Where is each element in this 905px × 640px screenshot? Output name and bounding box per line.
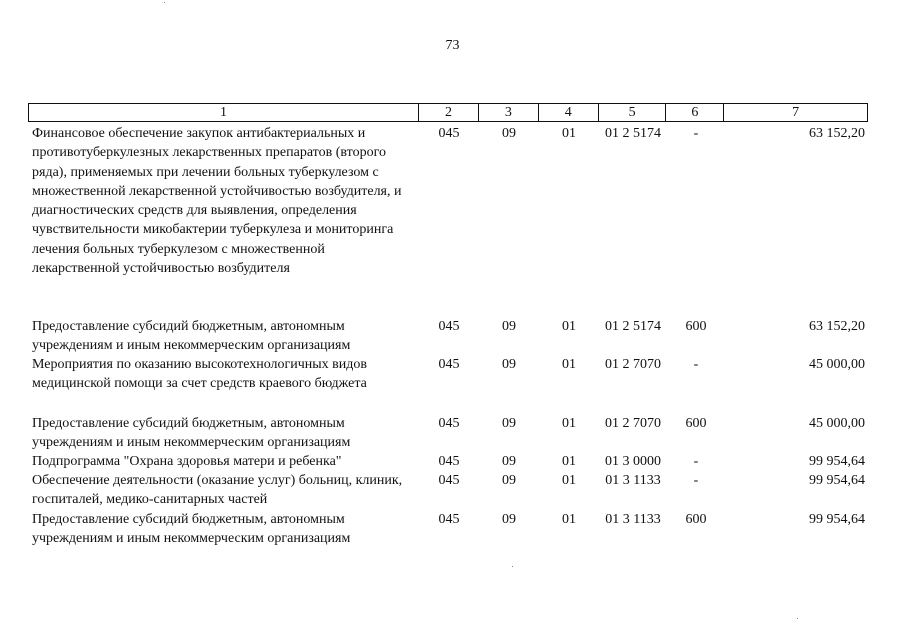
- row-col-3: 09: [502, 416, 516, 431]
- header-col-3: 3: [479, 104, 539, 121]
- row-col-4: 01: [562, 416, 576, 431]
- row-col-7: 45 000,00: [809, 416, 865, 431]
- row-col-6: -: [693, 126, 699, 141]
- table-row: [28, 414, 868, 453]
- row-col-2: 045: [438, 473, 460, 488]
- table-row: [28, 452, 868, 471]
- row-name: Предоставление субсидий бюджетным, автономным учреждениям и иным некоммерческим организациям: [32, 512, 351, 547]
- row-col-5: 01 2 7070: [605, 416, 661, 431]
- row-col-6: -: [693, 454, 699, 469]
- row-col-2: 045: [438, 454, 460, 469]
- row-col-5: 01 2 5174: [605, 319, 661, 334]
- table-row: [28, 471, 868, 510]
- row-col-5: 01 2 7070: [605, 357, 661, 372]
- table-row: [28, 317, 868, 356]
- row-col-4: 01: [562, 454, 576, 469]
- header-col-7: 7: [792, 105, 800, 120]
- row-col-2: 045: [438, 319, 460, 334]
- row-col-7: 99 954,64: [809, 512, 865, 527]
- row-col-5: 01 2 5174: [605, 126, 661, 141]
- row-name: Обеспечение деятельности (оказание услуг) больниц, клиник, госпиталей, медико-санитарных частей: [32, 473, 403, 508]
- row-col-3: 09: [502, 319, 516, 334]
- row-col-3: 09: [502, 126, 516, 141]
- row-col-4: 01: [562, 512, 576, 527]
- header-col-2: 2: [419, 104, 479, 121]
- row-col-2: 045: [438, 416, 460, 431]
- row-col-7: 99 954,64: [809, 454, 865, 469]
- row-col-4: 01: [562, 357, 576, 372]
- row-col-6: 600: [685, 416, 707, 431]
- table-row: [28, 124, 868, 278]
- header-col-5: 5: [599, 104, 667, 121]
- row-col-4: 01: [562, 319, 576, 334]
- row-col-3: 09: [502, 454, 516, 469]
- table-row: [28, 510, 868, 549]
- row-col-3: 09: [502, 357, 516, 372]
- header-col-1: 1: [29, 104, 419, 121]
- row-col-6: -: [693, 473, 699, 488]
- row-col-6: -: [693, 357, 699, 372]
- row-col-3: 09: [502, 512, 516, 527]
- table-header: [28, 103, 868, 122]
- row-col-2: 045: [438, 512, 460, 527]
- row-col-7: 63 152,20: [809, 126, 865, 141]
- row-col-5: 01 3 0000: [605, 454, 661, 469]
- row-col-6: 600: [685, 319, 707, 334]
- row-col-7: 99 954,64: [809, 473, 865, 488]
- row-col-5: 01 3 1133: [605, 512, 661, 527]
- row-name: Подпрограмма "Охрана здоровья матери и ребенка": [32, 454, 342, 469]
- row-col-7: 63 152,20: [809, 319, 865, 334]
- row-col-7: 45 000,00: [809, 357, 865, 372]
- row-col-2: 045: [438, 126, 460, 141]
- header-col-4: 4: [539, 104, 599, 121]
- row-name: Финансовое обеспечение закупок антибактериальных и противотуберкулезных лекарственных препаратов (второго ряда), применяемых при лечении больных туберкулезом с множественной лекарственной устойчивостью возбудителя, и диагностических средств для выявления, определения чувствительности микобактерии туберкулеза и мониторинга лечения больных туберкулезом с множественной лекарственной устойчивостью возбудителя: [32, 126, 402, 277]
- row-col-5: 01 3 1133: [605, 473, 661, 488]
- row-col-4: 01: [562, 126, 576, 141]
- scan-speck: [797, 618, 798, 619]
- row-name: Предоставление субсидий бюджетным, автономным учреждениям и иным некоммерческим организациям: [32, 319, 351, 354]
- row-name: Предоставление субсидий бюджетным, автономным учреждениям и иным некоммерческим организациям: [32, 416, 351, 451]
- scan-speck: [512, 566, 513, 567]
- row-col-6: 600: [685, 512, 707, 527]
- row-name: Мероприятия по оказанию высокотехнологичных видов медицинской помощи за счет средств краевого бюджета: [32, 357, 368, 392]
- row-col-4: 01: [562, 473, 576, 488]
- table-row: [28, 355, 868, 394]
- scan-speck: [164, 2, 165, 3]
- page-number: 73: [445, 38, 460, 53]
- header-col-6: 6: [666, 104, 724, 121]
- row-col-2: 045: [438, 357, 460, 372]
- row-col-3: 09: [502, 473, 516, 488]
